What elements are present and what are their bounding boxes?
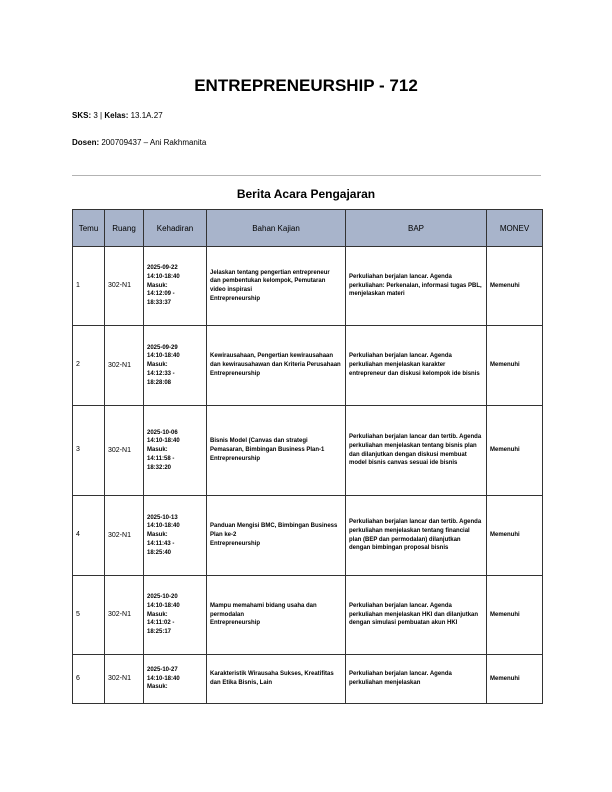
cell-bap (346, 496, 487, 576)
cell-bahan-kajian (207, 406, 346, 496)
col-header-kehadiran: Kehadiran (144, 210, 207, 247)
bap-text: Perkuliahan berjalan lancar. Agenda perkuliahan: Perkenalan, informasi tugas PBL, menjelaskan materi (349, 273, 484, 298)
cell-temu: 2 (73, 326, 105, 406)
table-row (73, 326, 543, 406)
cell-temu: 4 (73, 496, 105, 576)
cell-bap (346, 247, 487, 326)
sks-label: SKS: (72, 111, 92, 120)
cell-bap (346, 655, 487, 704)
divider (72, 175, 541, 176)
table-row (73, 576, 543, 655)
col-header-temu: Temu (73, 210, 105, 247)
bap-text: Perkuliahan berjalan lancar dan tertib. Agenda perkuliahan menjelaskan tentang bisnis plan dan dilanjutkan dengan diskusi membuat model bisnis canvas sesuai ide bisnis (349, 434, 483, 467)
cell-bahan-kajian (207, 576, 346, 655)
col-header-monev: MONEV (487, 210, 543, 247)
cell-temu: 5 (73, 576, 105, 655)
bahan-text: Bisnis Model (Canvas dan strategi Pemasaran, Bimbingan Business Plan-1 Entrepreneurship (210, 438, 325, 462)
dosen-value: 200709437 – Ani Rakhmanita (101, 138, 207, 147)
col-header-ruang: Ruang (105, 210, 144, 247)
cell-monev: Memenuhi (487, 576, 543, 655)
bahan-text: Panduan Mengisi BMC, Bimbingan Business Plan ke-2 Entrepreneurship (210, 523, 338, 547)
cell-ruang: 302-N1 (105, 326, 144, 406)
cell-ruang: 302-N1 (105, 247, 144, 326)
cell-bahan-kajian (207, 655, 346, 704)
bap-text: Perkuliahan berjalan lancar. Agenda perkuliahan menjelaskan karakter entrepreneur dan diskusi kelompok ide bisnis (349, 353, 480, 377)
kehadiran-text: 2025-10-20 14:10-18:40 Masuk: 14:11:02 - 18:25:17 (147, 594, 180, 636)
cell-bahan-kajian (207, 326, 346, 406)
cell-kehadiran (144, 576, 207, 655)
bap-text: Perkuliahan berjalan lancar. Agenda perkuliahan menjelaskan (349, 671, 454, 686)
table-row (73, 496, 543, 576)
cell-kehadiran (144, 496, 207, 576)
cell-kehadiran (144, 406, 207, 496)
col-header-bahan-kajian: Bahan Kajian (207, 210, 346, 247)
cell-kehadiran (144, 655, 207, 704)
cell-ruang: 302-N1 (105, 406, 144, 496)
table-row (73, 655, 543, 704)
bahan-text: Kewirausahaan, Pengertian kewirausahaan dan kewirausahawan dan Kriteria Perusahaan Entrepreneurship (210, 353, 341, 377)
table-row (73, 406, 543, 496)
cell-monev: Memenuhi (487, 496, 543, 576)
cell-bap (346, 326, 487, 406)
cell-kehadiran (144, 247, 207, 326)
dosen-label: Dosen: (72, 138, 100, 147)
col-header-bap: BAP (346, 210, 487, 247)
separator: | (100, 111, 103, 120)
kelas-label: Kelas: (104, 111, 129, 120)
bap-text: Perkuliahan berjalan lancar. Agenda perkuliahan menjelaskan HKI dan dilanjutkan dengan simulasi pembuatan akun HKI (349, 602, 480, 627)
bahan-text: Jelaskan tentang pengertian entrepreneur dan pembentukan kelompok, Pemutaran video inspirasi Entrepreneurship (210, 269, 330, 302)
cell-ruang: 302-N1 (105, 496, 144, 576)
teaching-record-table (72, 209, 543, 704)
course-title: ENTREPRENEURSHIP - 712 (194, 76, 418, 95)
cell-bahan-kajian (207, 247, 346, 326)
cell-monev: Memenuhi (487, 655, 543, 704)
kehadiran-text: 2025-09-29 14:10-18:40 Masuk: 14:12:33 - 18:28:08 (147, 344, 180, 386)
cell-ruang: 302-N1 (105, 576, 144, 655)
cell-bap (346, 406, 487, 496)
kehadiran-text: 2025-10-27 14:10-18:40 Masuk: (147, 666, 180, 691)
cell-temu: 6 (73, 655, 105, 704)
cell-ruang: 302-N1 (105, 655, 144, 704)
cell-monev: Memenuhi (487, 326, 543, 406)
cell-kehadiran (144, 326, 207, 406)
cell-bap (346, 576, 487, 655)
bahan-text: Mampu memahami bidang usaha dan permodalan Entrepreneurship (210, 602, 317, 627)
cell-monev: Memenuhi (487, 247, 543, 326)
table-header-row (73, 210, 543, 247)
cell-temu: 1 (73, 247, 105, 326)
section-title: Berita Acara Pengajaran (236, 187, 376, 201)
kehadiran-text: 2025-10-13 14:10-18:40 Masuk: 14:11:43 - 18:25:40 (147, 514, 180, 556)
course-info-line (72, 111, 163, 120)
cell-bahan-kajian (207, 496, 346, 576)
table-row (73, 247, 543, 326)
kehadiran-text: 2025-10-06 14:10-18:40 Masuk: 14:11:58 - 18:32:20 (147, 429, 180, 471)
kehadiran-text: 2025-09-22 14:10-18:40 Masuk: 14:12:09 - 18:33:37 (147, 265, 180, 307)
bap-text: Perkuliahan berjalan lancar dan tertib. Agenda perkuliahan menjelaskan tentang financial plan (BEP dan permodalan) dilanjutkan dengan bimbingan proposal bisnis (349, 519, 483, 552)
sks-value: 3 (93, 111, 98, 120)
lecturer-line (72, 138, 206, 147)
cell-temu: 3 (73, 406, 105, 496)
cell-monev: Memenuhi (487, 406, 543, 496)
kelas-value: 13.1A.27 (130, 111, 163, 120)
bahan-text: Karakteristik Wirausaha Sukses, Kreatifitas dan Etika Bisnis, Lain (210, 671, 336, 686)
